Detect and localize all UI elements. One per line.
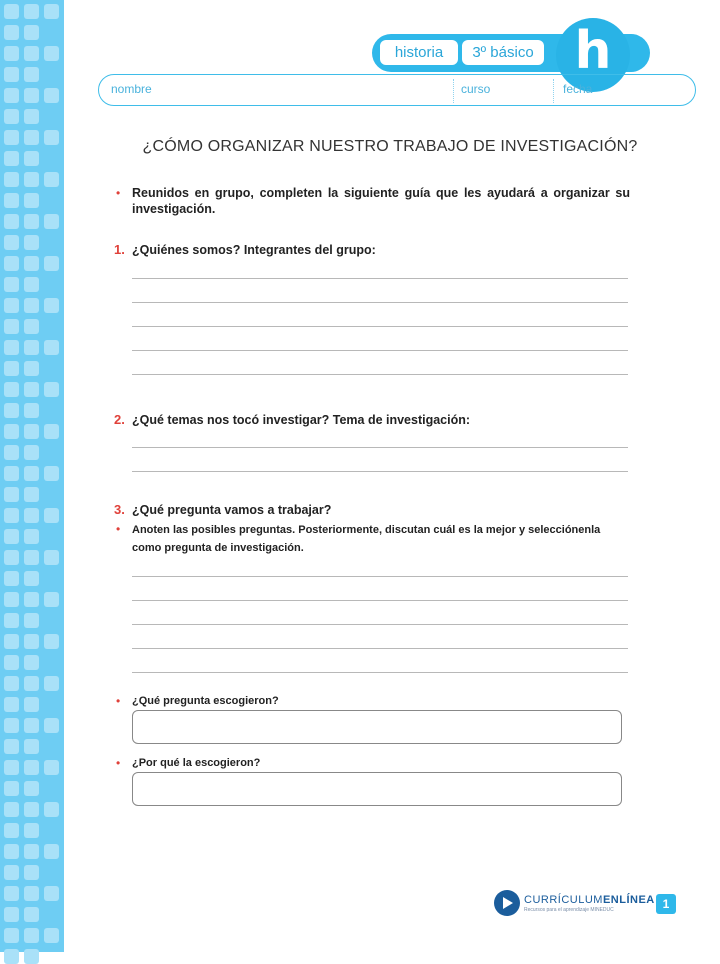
brand-first: CURRÍCULUM [524,894,603,906]
strip-square [4,571,19,586]
strip-square [4,718,19,733]
footer-tagline: Recursos para el aprendizaje MINEDUC [524,907,614,913]
strip-square [24,844,39,859]
strip-square [4,4,19,19]
strip-square [4,760,19,775]
question-3-instruction: Anoten las posibles preguntas. Posteriormente, discutan cuál es la mejor y selecciónenla como pregunta de investigación. [132,524,601,554]
strip-square [4,865,19,880]
question-1-number: 1. [114,242,125,257]
strip-square [24,949,39,964]
strip-square [24,781,39,796]
strip-square [4,361,19,376]
question-3-text: ¿Qué pregunta vamos a trabajar? [132,503,332,517]
strip-square [4,634,19,649]
strip-square [44,298,59,313]
strip-square [44,676,59,691]
strip-square [44,718,59,733]
strip-square [4,781,19,796]
curriculum-play-icon [494,890,520,916]
strip-square [4,844,19,859]
intro-text: Reunidos en grupo, completen la siguiente guía que les ayudará a organizar su investigación. [132,186,630,216]
strip-square [44,508,59,523]
strip-square [4,529,19,544]
question-3-number: 3. [114,502,125,517]
answer-line[interactable] [132,576,628,577]
curso-field-label: curso [461,82,491,96]
strip-square [4,88,19,103]
strip-square [4,151,19,166]
strip-square [4,340,19,355]
strip-square [44,382,59,397]
answer-line[interactable] [132,278,628,279]
strip-square [4,256,19,271]
strip-square [4,676,19,691]
strip-square [24,508,39,523]
answer-line[interactable] [132,326,628,327]
strip-square [4,109,19,124]
strip-square [4,319,19,334]
strip-square [24,760,39,775]
sub-question-chosen: ¿Qué pregunta escogieron? [132,695,279,707]
strip-square [44,928,59,943]
strip-square [4,25,19,40]
strip-square [24,550,39,565]
strip-square [44,256,59,271]
strip-square [24,25,39,40]
strip-square [4,592,19,607]
answer-line[interactable] [132,302,628,303]
bullet-icon: • [116,522,121,536]
strip-square [24,88,39,103]
strip-square [4,235,19,250]
strip-square [44,4,59,19]
strip-square [4,298,19,313]
strip-square [24,634,39,649]
strip-square [44,214,59,229]
strip-square [4,277,19,292]
strip-square [4,214,19,229]
history-logo-icon: h [556,18,630,92]
strip-square [4,130,19,145]
strip-square [24,697,39,712]
strip-square [4,508,19,523]
strip-square [44,802,59,817]
strip-square [24,361,39,376]
strip-square [24,676,39,691]
strip-square [24,823,39,838]
strip-square [24,445,39,460]
strip-square [24,571,39,586]
student-info-row [98,74,696,106]
strip-square [24,886,39,901]
strip-square [44,172,59,187]
chosen-question-answer-box[interactable] [132,710,622,744]
strip-square [24,298,39,313]
answer-line[interactable] [132,471,628,472]
strip-square [24,130,39,145]
strip-square [24,613,39,628]
bullet-icon: • [116,694,121,708]
question-1-text: ¿Quiénes somos? Integrantes del grupo: [132,243,376,257]
page-number: 1 [656,894,676,914]
strip-square [44,592,59,607]
strip-square [24,109,39,124]
answer-line[interactable] [132,600,628,601]
strip-square [24,319,39,334]
strip-square [4,613,19,628]
strip-square [4,802,19,817]
strip-square [44,340,59,355]
strip-square [4,739,19,754]
strip-square [4,193,19,208]
strip-square [24,403,39,418]
strip-square [44,424,59,439]
fecha-field-label: fecha [563,82,593,96]
strip-square [4,907,19,922]
divider [553,79,554,103]
nombre-field-label: nombre [111,82,152,96]
strip-square [44,466,59,481]
strip-square [24,487,39,502]
strip-square [24,67,39,82]
divider [453,79,454,103]
strip-square [24,529,39,544]
answer-line[interactable] [132,648,628,649]
question-2-number: 2. [114,412,125,427]
strip-square [24,340,39,355]
left-decorative-strip [0,0,64,952]
strip-square [4,67,19,82]
strip-square [24,424,39,439]
strip-square [4,46,19,61]
answer-line[interactable] [132,624,628,625]
strip-square [4,655,19,670]
strip-square [44,844,59,859]
strip-square [44,130,59,145]
strip-square [24,235,39,250]
grade-label: 3º básico [462,40,544,65]
strip-square [24,865,39,880]
strip-square [24,4,39,19]
strip-square [24,802,39,817]
strip-square [4,445,19,460]
strip-square [24,151,39,166]
answer-line[interactable] [132,447,628,448]
strip-square [4,550,19,565]
strip-square [4,928,19,943]
strip-square [24,382,39,397]
strip-square [4,823,19,838]
strip-square [4,949,19,964]
strip-square [44,88,59,103]
strip-square [24,172,39,187]
strip-square [44,760,59,775]
answer-line[interactable] [132,374,628,375]
strip-square [24,739,39,754]
strip-square [4,382,19,397]
strip-square [24,46,39,61]
strip-square [24,466,39,481]
strip-square [44,634,59,649]
subject-label: historia [380,40,458,65]
bullet-icon: • [116,756,121,770]
strip-square [4,697,19,712]
strip-square [24,592,39,607]
why-chosen-answer-box[interactable] [132,772,622,806]
strip-square [24,214,39,229]
strip-square [24,907,39,922]
strip-square [4,487,19,502]
strip-square [24,256,39,271]
answer-line[interactable] [132,672,628,673]
bullet-icon: • [116,186,121,200]
strip-square [24,655,39,670]
strip-square [24,718,39,733]
strip-square [4,172,19,187]
strip-square [4,886,19,901]
strip-square [24,193,39,208]
strip-square [44,886,59,901]
strip-square [4,466,19,481]
strip-square [44,46,59,61]
strip-square [4,424,19,439]
strip-square [4,403,19,418]
answer-line[interactable] [132,350,628,351]
brand-second: ENLÍNEA [602,894,655,906]
page-title: ¿CÓMO ORGANIZAR NUESTRO TRABAJO DE INVESTIGACIÓN? [142,138,638,155]
footer-brand [524,894,655,906]
strip-square [44,550,59,565]
strip-square [24,928,39,943]
strip-square [24,277,39,292]
question-2-text: ¿Qué temas nos tocó investigar? Tema de investigación: [132,413,471,427]
sub-question-why: ¿Por qué la escogieron? [132,757,261,769]
